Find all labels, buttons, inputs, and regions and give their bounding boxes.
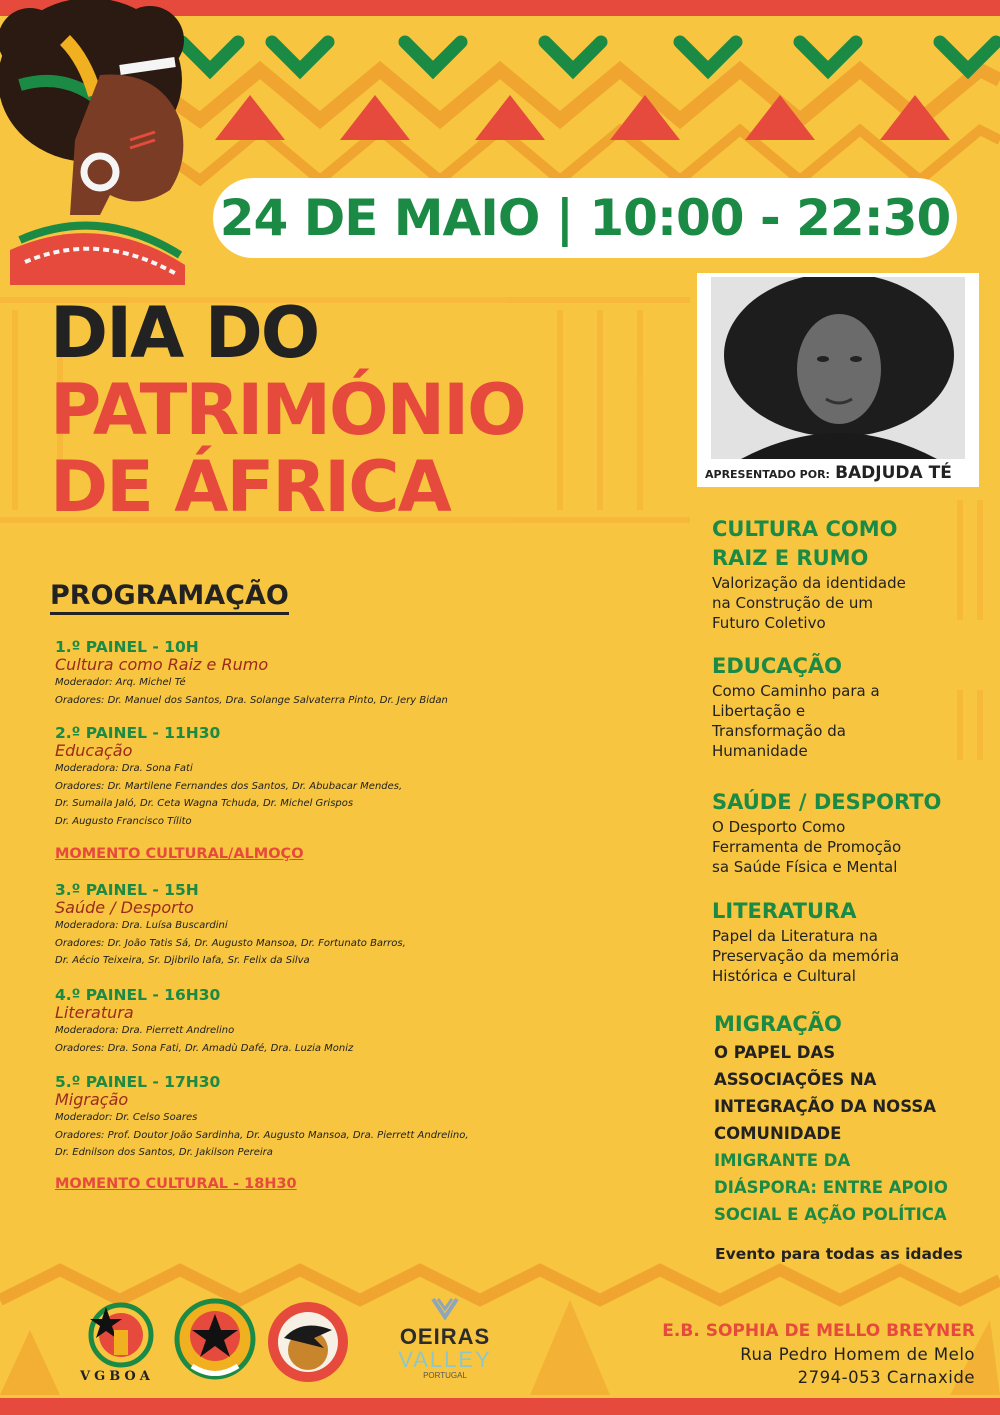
theme-cultura — [712, 515, 906, 633]
panel-1 — [55, 638, 448, 709]
theme-text: na Construção de um — [712, 594, 874, 612]
title-line-3: DE ÁFRICA — [50, 446, 450, 528]
migration-green-line: IMIGRANTE DA — [714, 1151, 851, 1170]
theme-migracao — [714, 1010, 948, 1228]
theme-text: Futuro Coletivo — [712, 614, 826, 632]
presenter-photo — [711, 277, 965, 459]
association-logo — [262, 1298, 354, 1386]
theme-literatura — [712, 897, 899, 986]
presented-by — [705, 463, 952, 483]
panel-line: Moderadora: Dra. Luísa Buscardini — [55, 920, 228, 931]
date-time-banner — [213, 178, 957, 258]
panel-3 — [55, 881, 406, 970]
theme-title: RAIZ E RUMO — [712, 546, 869, 570]
portugal-text: PORTUGAL — [423, 1371, 467, 1380]
theme-text: Ferramenta de Promoção — [712, 838, 902, 856]
vgboa-logo — [78, 1295, 164, 1390]
presenter-photo-card — [697, 273, 979, 487]
theme-text: Papel da Literatura na — [712, 927, 878, 945]
theme-title: MIGRAÇÃO — [714, 1012, 842, 1036]
title-line-2: PATRIMÓNIO — [50, 369, 525, 451]
guinea-bissau-emblem — [172, 1296, 258, 1382]
presenter-name: BADJUDA TÉ — [835, 463, 952, 483]
oeiras-text: OEIRAS — [399, 1324, 491, 1349]
panel-subtitle: Educação — [55, 741, 133, 760]
panel-2 — [55, 724, 402, 830]
theme-educacao — [712, 652, 880, 761]
panel-line: Moderadora: Dra. Sona Fati — [55, 763, 193, 774]
panel-subtitle: Cultura como Raiz e Rumo — [55, 655, 269, 674]
panel-line: Moderadora: Dra. Pierrett Andrelino — [55, 1025, 235, 1036]
panel-subtitle: Migração — [55, 1090, 129, 1109]
venue-street: Rua Pedro Homem de Melo — [740, 1345, 975, 1364]
theme-text: O Desporto Como — [712, 818, 846, 836]
panel-title: 2.º PAINEL - 11H30 — [55, 724, 221, 742]
theme-text: Transformação da — [712, 722, 846, 740]
african-woman-illustration — [0, 0, 200, 285]
theme-text: Histórica e Cultural — [712, 967, 856, 985]
theme-saude — [712, 788, 941, 877]
panel-line: Dr. Augusto Francisco Tílito — [55, 815, 192, 827]
panel-line: Dr. Sumaila Jaló, Dr. Ceta Wagna Tchuda, Dr. Michel Grispos — [55, 798, 354, 809]
theme-text: sa Saúde Física e Mental — [712, 858, 898, 876]
migration-dark-line: ASSOCIAÇÕES NA — [714, 1070, 877, 1089]
panel-line: Oradores: Dr. Manuel dos Santos, Dra. Solange Salvaterra Pinto, Dr. Jery Bidan — [55, 694, 448, 706]
venue-name: E.B. SOPHIA DE MELLO BREYNER — [662, 1321, 975, 1341]
migration-green-line: SOCIAL E AÇÃO POLÍTICA — [714, 1205, 947, 1224]
panel-4 — [55, 986, 353, 1057]
panel-5 — [55, 1073, 469, 1162]
panel-line: Oradores: Prof. Doutor João Sardinha, Dr. Augusto Mansoa, Dra. Pierrett Andrelino, — [55, 1129, 469, 1141]
vgboa-logo-text: VGBOA — [80, 1369, 154, 1384]
valley-text: VALLEY — [398, 1347, 492, 1372]
panel-subtitle: Saúde / Desporto — [55, 898, 194, 917]
theme-title: SAÚDE / DESPORTO — [712, 790, 942, 814]
panel-line: Moderador: Arq. Michel Té — [55, 677, 186, 688]
venue-postal: 2794-053 Carnaxide — [797, 1368, 975, 1387]
cultural-moment-2: MOMENTO CULTURAL - 18H30 — [55, 1176, 297, 1192]
migration-dark-line: INTEGRAÇÃO DA NOSSA — [714, 1097, 936, 1116]
migration-dark-line: O PAPEL DAS — [714, 1043, 836, 1062]
theme-text: Valorização da identidade — [712, 574, 906, 592]
presented-by-label: APRESENTADO POR: — [705, 468, 830, 481]
title-line-1: DIA DO — [50, 292, 319, 374]
panel-line: Moderador: Dr. Celso Soares — [55, 1112, 198, 1123]
panel-title: 5.º PAINEL - 17H30 — [55, 1073, 221, 1091]
panel-subtitle: Literatura — [55, 1003, 134, 1022]
panel-line: Oradores: Dr. João Tatis Sá, Dr. Augusto Mansoa, Dr. Fortunato Barros, — [55, 937, 406, 949]
panel-title: 4.º PAINEL - 16H30 — [55, 986, 221, 1004]
theme-title: EDUCAÇÃO — [712, 654, 843, 678]
event-note: Evento para todas as idades — [715, 1245, 963, 1263]
migration-green-line: DIÁSPORA: ENTRE APOIO — [714, 1178, 948, 1197]
panel-title: 1.º PAINEL - 10H — [55, 638, 199, 656]
theme-text: Como Caminho para a — [712, 682, 880, 700]
theme-text: Libertação e — [712, 702, 806, 720]
program-heading: PROGRAMAÇÃO — [50, 580, 289, 615]
theme-title: CULTURA COMO — [712, 517, 898, 541]
panel-line: Dr. Ednilson dos Santos, Dr. Jakilson Pereira — [55, 1147, 273, 1158]
panel-line: Oradores: Dr. Martilene Fernandes dos Santos, Dr. Abubacar Mendes, — [55, 780, 403, 792]
panel-line: Dr. Aécio Teixeira, Sr. Djibrilo Iafa, Sr. Felix da Silva — [55, 955, 310, 966]
theme-title: LITERATURA — [712, 899, 857, 923]
oeiras-valley-logo — [390, 1295, 500, 1385]
venue-block — [662, 1320, 975, 1389]
migration-dark-line: COMUNIDADE — [714, 1124, 842, 1143]
panel-line: Oradores: Dra. Sona Fati, Dr. Amadù Dafé, Dra. Luzia Moniz — [55, 1042, 354, 1054]
theme-text: Humanidade — [712, 742, 808, 760]
cultural-moment-1: MOMENTO CULTURAL/ALMOÇO — [55, 846, 304, 862]
theme-text: Preservação da memória — [712, 947, 900, 965]
panel-title: 3.º PAINEL - 15H — [55, 881, 199, 899]
date-time-text: 24 DE MAIO | 10:00 - 22:30 — [219, 189, 951, 247]
